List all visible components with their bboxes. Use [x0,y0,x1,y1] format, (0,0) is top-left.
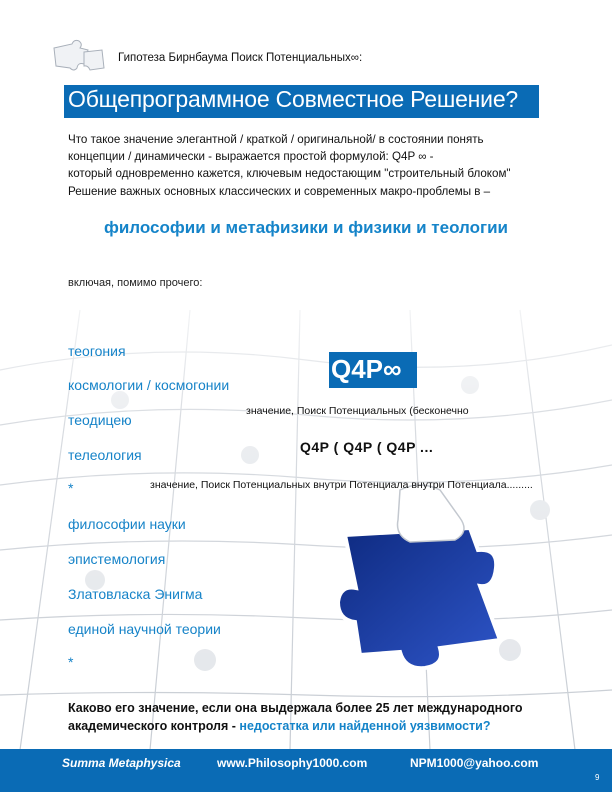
formula-chain: Q4P ( Q4P ( Q4P ... [300,439,434,455]
topic-item: философии науки [68,516,186,532]
intro-line: Решение важных основных классических и современных макро-проблемы в – [68,184,491,198]
puzzle-pieces-icon [50,38,108,74]
question-text: Каково его значение, если она выдержала более 25 лет международного академического контроля - [68,701,523,733]
footer-brand: Summa Metaphysica [62,756,181,770]
footer-website-link[interactable]: www.Philosophy1000.com [217,756,368,770]
formula-meaning-2: значение, Поиск Потенциальных внутри Потенциала внутри Потенциала......... [150,479,533,491]
footer-email-link[interactable]: NPM1000@yahoo.com [410,756,539,770]
topic-item: теодицею [68,412,132,428]
topic-item: теогония [68,343,126,359]
intro-line: Что такое значение элегантной / краткой / оригинальной/ в состоянии понять [68,133,484,146]
subject-heading: философии и метафизики и физики и теологии [103,218,508,237]
formula-meaning-1: значение, Поиск Потенциальных (бесконечно [246,405,469,417]
page-title: Общепрограммное Совместное Решение? [68,86,519,112]
closing-question [68,699,548,735]
topic-item: * [68,654,74,670]
page-number: 9 [595,773,600,782]
intro-paragraph [68,131,538,200]
topic-item: Златовласка Энигма [68,586,203,602]
topic-item: эпистемология [68,551,166,567]
intro-line: который одновременно кажется, ключевым недостающим "строительный блоком" [68,167,511,181]
topic-item: единой научной теории [68,621,221,637]
subtitle: Гипотеза Бирнбаума Поиск Потенциальных∞: [118,52,363,64]
topic-item: космологии / космогонии [68,377,230,393]
puzzle-background-image [0,250,612,750]
q4p-badge: Q4P∞ [331,354,402,384]
intro-line: концепции / динамически - выражается простой формулой: Q4P ∞ - [68,150,434,164]
topic-item: телеология [68,447,142,463]
including-label: включая, помимо прочего: [68,277,203,289]
topic-item: * [68,480,74,496]
question-highlight: недостатка или найденной уязвимости? [239,719,491,733]
